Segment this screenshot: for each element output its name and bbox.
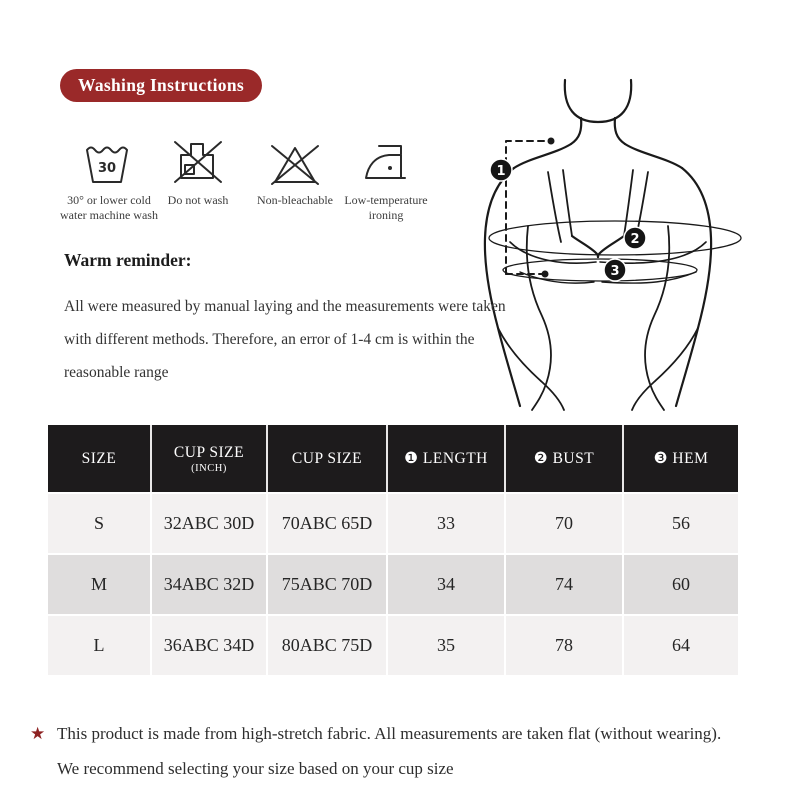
footnote-line-1: This product is made from high-stretch fabric. All measurements are taken flat (without wearing). bbox=[57, 724, 722, 743]
wash-tub-30-icon bbox=[50, 132, 168, 188]
cell-size: M bbox=[48, 555, 150, 614]
cell-cup-size: 70ABC 65D bbox=[266, 494, 386, 553]
cell-hem: 64 bbox=[622, 616, 738, 675]
body-measurement-diagram bbox=[468, 76, 773, 416]
warm-reminder-text: All were measured by manual laying and the measurements were taken with different methods. Therefore, an error of 1-4 cm is within the reasonable range bbox=[64, 298, 506, 381]
marker-2-bust bbox=[624, 227, 646, 249]
header-length: ❶ LENGTH bbox=[386, 425, 504, 492]
wash-item-label: Non-bleachable bbox=[257, 193, 333, 207]
size-chart-header-row bbox=[48, 425, 738, 492]
header-size: SIZE bbox=[48, 425, 150, 492]
wash-item-label: Low-temperature ironing bbox=[344, 193, 428, 222]
wash-item-label: 30° or lower cold water machine wash bbox=[60, 193, 158, 222]
low-temperature-ironing-icon bbox=[330, 132, 442, 188]
cell-cup-size: 75ABC 70D bbox=[266, 555, 386, 614]
header-bust: ❷ BUST bbox=[504, 425, 622, 492]
svg-text:1: 1 bbox=[496, 164, 506, 179]
marker-3-hem bbox=[604, 259, 626, 281]
table-row-size-l bbox=[48, 614, 738, 675]
header-cup-size: CUP SIZE bbox=[266, 425, 386, 492]
cell-bust: 74 bbox=[504, 555, 622, 614]
table-row-size-s bbox=[48, 492, 738, 553]
cell-hem: 60 bbox=[622, 555, 738, 614]
star-icon: ★ bbox=[30, 724, 46, 743]
wash-item-machine-wash-30 bbox=[50, 132, 168, 223]
cell-length: 35 bbox=[386, 616, 504, 675]
svg-text:3: 3 bbox=[610, 264, 620, 279]
cell-bust: 78 bbox=[504, 616, 622, 675]
hem-point-dot bbox=[542, 271, 549, 278]
cell-length: 34 bbox=[386, 555, 504, 614]
header-cup-size-inch: CUP SIZE (INCH) bbox=[150, 425, 266, 492]
warm-reminder-heading: Warm reminder: bbox=[64, 250, 192, 270]
marker-1-length bbox=[490, 159, 512, 181]
svg-text:2: 2 bbox=[630, 232, 640, 247]
cell-cup-size-inch: 34ABC 32D bbox=[150, 555, 266, 614]
washing-instructions-title: Washing Instructions bbox=[60, 69, 262, 102]
svg-text:30: 30 bbox=[97, 161, 117, 176]
cell-cup-size-inch: 32ABC 30D bbox=[150, 494, 266, 553]
size-chart-table bbox=[48, 425, 738, 675]
wash-item-low-temp-ironing bbox=[330, 132, 442, 223]
wash-item-label: Do not wash bbox=[167, 193, 229, 207]
table-row-size-m bbox=[48, 553, 738, 614]
cell-size: L bbox=[48, 616, 150, 675]
cell-cup-size: 80ABC 75D bbox=[266, 616, 386, 675]
do-not-wash-icon bbox=[153, 132, 243, 188]
cell-cup-size-inch: 36ABC 34D bbox=[150, 616, 266, 675]
shoulder-point-dot bbox=[548, 138, 555, 145]
footnote-line-2: We recommend selecting your size based on your cup size bbox=[57, 759, 454, 778]
cell-hem: 56 bbox=[622, 494, 738, 553]
wash-item-do-not-wash bbox=[153, 132, 243, 208]
cell-bust: 70 bbox=[504, 494, 622, 553]
cell-size: S bbox=[48, 494, 150, 553]
footnote bbox=[30, 716, 778, 786]
header-hem: ❸ HEM bbox=[622, 425, 738, 492]
cell-length: 33 bbox=[386, 494, 504, 553]
